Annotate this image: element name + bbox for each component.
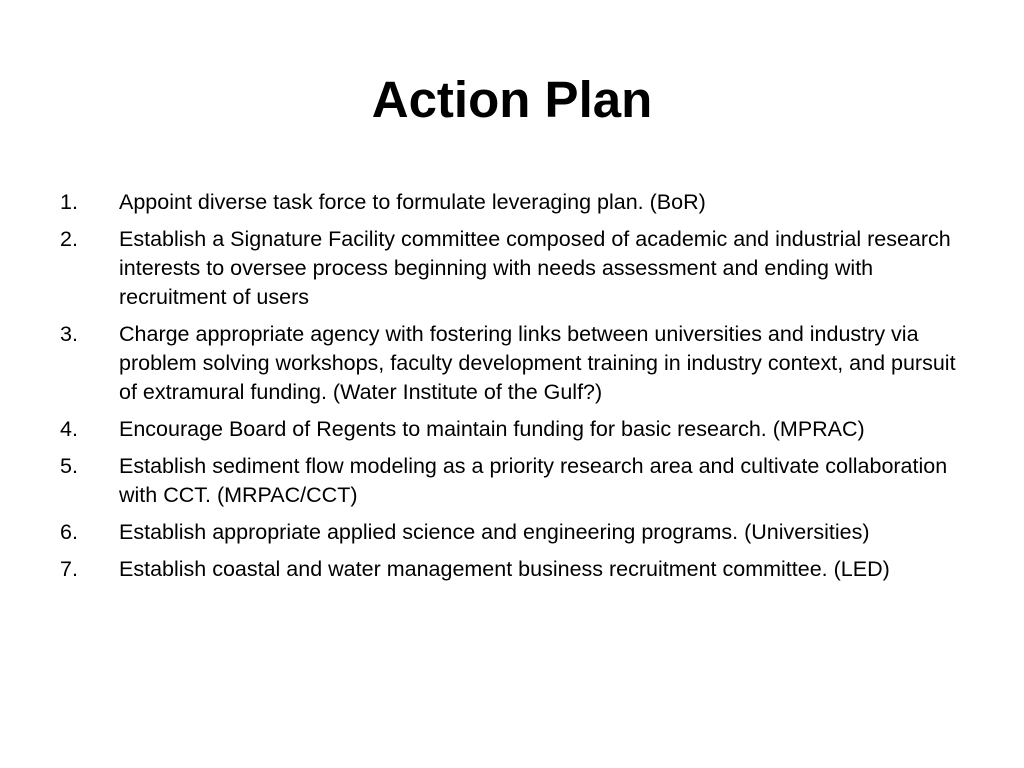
item-number: 7. xyxy=(60,557,78,581)
item-text: Establish sediment flow modeling as a priority research area and cultivate collaboration with CCT. (MRPAC/CCT) xyxy=(119,454,948,507)
list-item xyxy=(60,320,970,407)
item-text: Appoint diverse task force to formulate leveraging plan. (BoR) xyxy=(119,190,706,214)
list-item xyxy=(60,415,970,444)
item-number: 5. xyxy=(60,454,78,478)
item-text: Establish appropriate applied science and engineering programs. (Universities) xyxy=(119,520,870,544)
list-item xyxy=(60,518,970,547)
item-number: 2. xyxy=(60,227,78,251)
list-item xyxy=(60,225,970,312)
item-text: Establish coastal and water management business recruitment committee. (LED) xyxy=(119,557,890,581)
item-number: 4. xyxy=(60,417,78,441)
item-number: 6. xyxy=(60,520,78,544)
item-number: 3. xyxy=(60,322,78,346)
list-item xyxy=(60,188,970,217)
item-text: Charge appropriate agency with fostering links between universities and industry via problem solving workshops, faculty development training in industry context, and pursuit of extramural funding. (Water Institute of the Gulf?) xyxy=(119,322,956,404)
action-list xyxy=(60,188,970,592)
list-item xyxy=(60,555,970,584)
item-text: Encourage Board of Regents to maintain funding for basic research. (MPRAC) xyxy=(119,417,865,441)
item-number: 1. xyxy=(60,190,78,214)
item-text: Establish a Signature Facility committee composed of academic and industrial research interests to oversee process beginning with needs assessment and ending with recruitment of users xyxy=(119,227,951,309)
slide-title: Action Plan xyxy=(371,71,653,128)
list-item xyxy=(60,452,970,510)
